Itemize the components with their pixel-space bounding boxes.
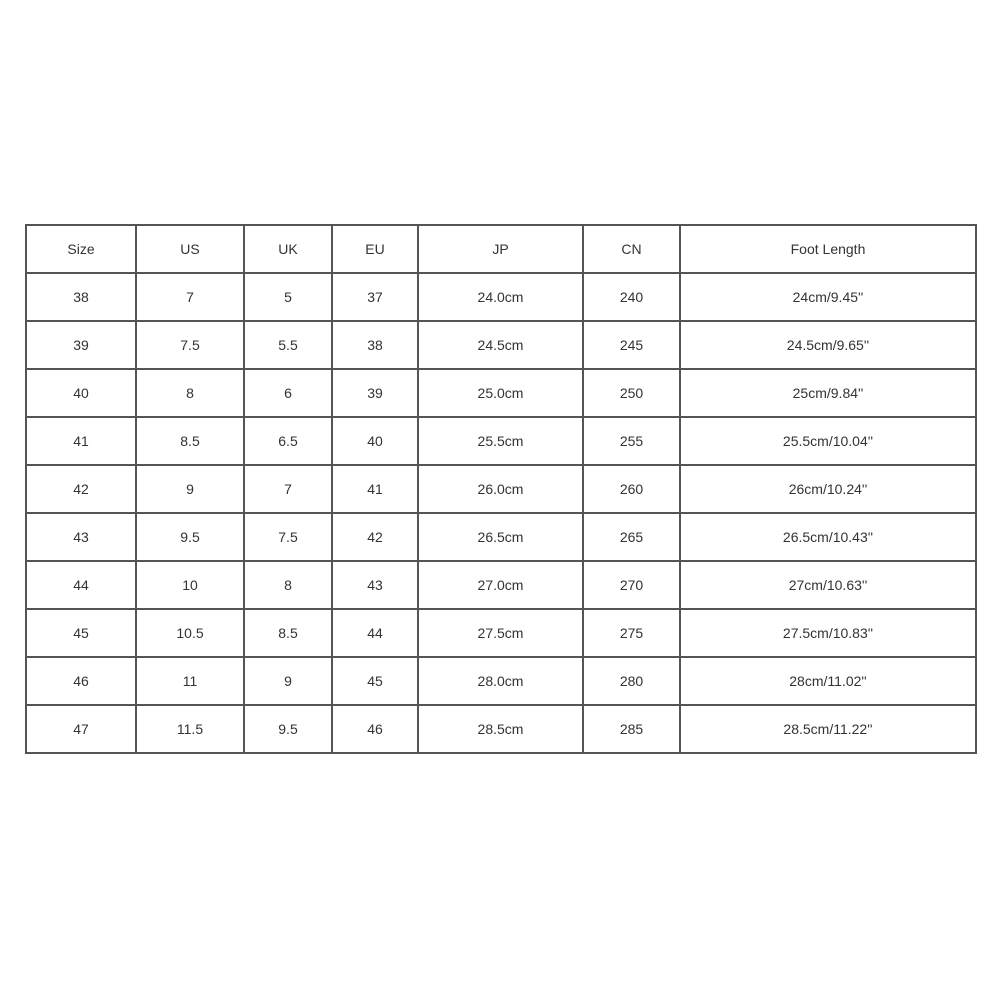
cell-uk: 8.5 <box>244 609 332 657</box>
cell-size: 43 <box>26 513 136 561</box>
cell-us: 7.5 <box>136 321 244 369</box>
cell-eu: 39 <box>332 369 418 417</box>
cell-size: 38 <box>26 273 136 321</box>
cell-foot-length: 28.5cm/11.22'' <box>680 705 976 753</box>
cell-jp: 28.5cm <box>418 705 583 753</box>
cell-foot-length: 28cm/11.02'' <box>680 657 976 705</box>
cell-eu: 46 <box>332 705 418 753</box>
header-size: Size <box>26 225 136 273</box>
cell-uk: 8 <box>244 561 332 609</box>
cell-uk: 5.5 <box>244 321 332 369</box>
table-row <box>26 369 976 417</box>
cell-uk: 7.5 <box>244 513 332 561</box>
cell-foot-length: 27cm/10.63'' <box>680 561 976 609</box>
cell-us: 11.5 <box>136 705 244 753</box>
cell-uk: 6.5 <box>244 417 332 465</box>
cell-cn: 245 <box>583 321 680 369</box>
cell-foot-length: 24cm/9.45'' <box>680 273 976 321</box>
cell-jp: 24.0cm <box>418 273 583 321</box>
cell-cn: 260 <box>583 465 680 513</box>
table-row <box>26 561 976 609</box>
cell-us: 9.5 <box>136 513 244 561</box>
table-row <box>26 657 976 705</box>
cell-eu: 42 <box>332 513 418 561</box>
cell-jp: 25.5cm <box>418 417 583 465</box>
cell-us: 11 <box>136 657 244 705</box>
table-row <box>26 513 976 561</box>
cell-foot-length: 24.5cm/9.65'' <box>680 321 976 369</box>
table-row <box>26 705 976 753</box>
size-chart-table <box>25 224 977 754</box>
cell-us: 7 <box>136 273 244 321</box>
cell-jp: 27.0cm <box>418 561 583 609</box>
cell-foot-length: 27.5cm/10.83'' <box>680 609 976 657</box>
table-row <box>26 609 976 657</box>
cell-uk: 6 <box>244 369 332 417</box>
table-row <box>26 417 976 465</box>
header-uk: UK <box>244 225 332 273</box>
header-eu: EU <box>332 225 418 273</box>
cell-cn: 270 <box>583 561 680 609</box>
cell-cn: 255 <box>583 417 680 465</box>
table-row <box>26 273 976 321</box>
cell-eu: 44 <box>332 609 418 657</box>
cell-eu: 38 <box>332 321 418 369</box>
cell-cn: 250 <box>583 369 680 417</box>
cell-size: 40 <box>26 369 136 417</box>
cell-foot-length: 25cm/9.84'' <box>680 369 976 417</box>
cell-foot-length: 26.5cm/10.43'' <box>680 513 976 561</box>
cell-cn: 280 <box>583 657 680 705</box>
cell-jp: 27.5cm <box>418 609 583 657</box>
table-header-row <box>26 225 976 273</box>
cell-us: 8 <box>136 369 244 417</box>
cell-size: 42 <box>26 465 136 513</box>
cell-cn: 285 <box>583 705 680 753</box>
cell-uk: 7 <box>244 465 332 513</box>
cell-us: 10.5 <box>136 609 244 657</box>
cell-foot-length: 25.5cm/10.04'' <box>680 417 976 465</box>
cell-jp: 24.5cm <box>418 321 583 369</box>
cell-uk: 9.5 <box>244 705 332 753</box>
cell-cn: 265 <box>583 513 680 561</box>
table-row <box>26 321 976 369</box>
table-row <box>26 465 976 513</box>
header-cn: CN <box>583 225 680 273</box>
cell-us: 8.5 <box>136 417 244 465</box>
cell-jp: 25.0cm <box>418 369 583 417</box>
cell-size: 41 <box>26 417 136 465</box>
cell-jp: 26.5cm <box>418 513 583 561</box>
cell-uk: 9 <box>244 657 332 705</box>
cell-size: 39 <box>26 321 136 369</box>
header-us: US <box>136 225 244 273</box>
cell-us: 10 <box>136 561 244 609</box>
cell-eu: 45 <box>332 657 418 705</box>
cell-eu: 43 <box>332 561 418 609</box>
cell-size: 45 <box>26 609 136 657</box>
cell-eu: 41 <box>332 465 418 513</box>
header-foot-length: Foot Length <box>680 225 976 273</box>
cell-size: 46 <box>26 657 136 705</box>
cell-uk: 5 <box>244 273 332 321</box>
cell-eu: 37 <box>332 273 418 321</box>
cell-cn: 240 <box>583 273 680 321</box>
cell-cn: 275 <box>583 609 680 657</box>
cell-eu: 40 <box>332 417 418 465</box>
cell-us: 9 <box>136 465 244 513</box>
cell-size: 47 <box>26 705 136 753</box>
header-jp: JP <box>418 225 583 273</box>
cell-size: 44 <box>26 561 136 609</box>
cell-jp: 26.0cm <box>418 465 583 513</box>
cell-jp: 28.0cm <box>418 657 583 705</box>
cell-foot-length: 26cm/10.24'' <box>680 465 976 513</box>
